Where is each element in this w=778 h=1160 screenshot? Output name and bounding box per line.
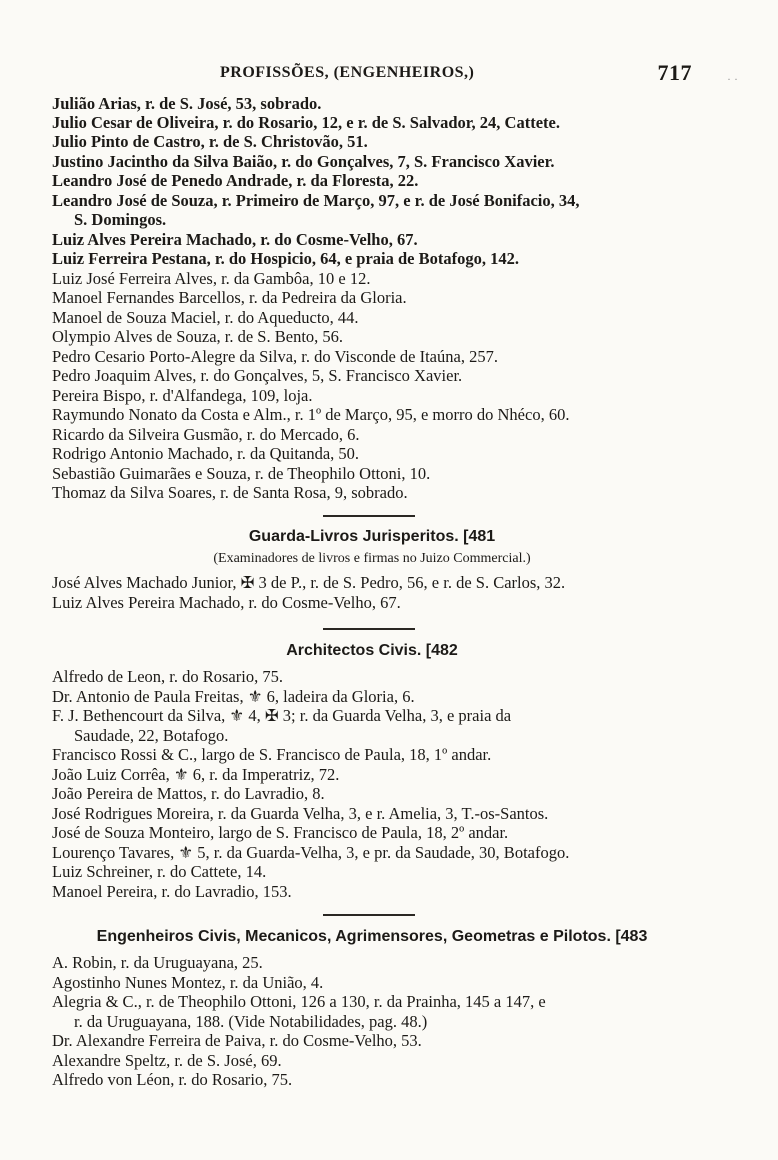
list-item: Luiz Alves Pereira Machado, r. do Cosme-Velho, 67. (52, 593, 401, 612)
list-item-continuation: Saudade, 22, Botafogo. (74, 726, 229, 745)
list-item: José Alves Machado Junior, ✠ 3 de P., r. de S. Pedro, 56, e r. de S. Carlos, 32. (52, 573, 566, 592)
list-item: A. Robin, r. da Uruguayana, 25. (52, 953, 263, 972)
section-divider (323, 515, 415, 517)
list-item: Alexandre Speltz, r. de S. José, 69. (52, 1051, 282, 1070)
list-item: Luiz José Ferreira Alves, r. da Gambôa, 10 e 12. (52, 269, 371, 288)
list-item: Alfredo de Leon, r. do Rosario, 75. (52, 667, 283, 686)
list-item: Luiz Schreiner, r. do Cattete, 14. (52, 862, 267, 881)
list-item: Raymundo Nonato da Costa e Alm., r. 1º de Março, 95, e morro do Nhéco, 60. (52, 405, 570, 424)
section-divider (323, 628, 415, 630)
list-item: José de Souza Monteiro, largo de S. Francisco de Paula, 18, 2º andar. (52, 823, 509, 842)
list-item: Leandro José de Penedo Andrade, r. da Floresta, 22. (52, 171, 419, 190)
section-heading: Engenheiros Civis, Mecanicos, Agrimensores, Geometras e Pilotos. [483 (96, 928, 648, 945)
list-item-continuation: r. da Uruguayana, 188. (Vide Notabilidades, pag. 48.) (74, 1012, 428, 1031)
list-item: Sebastião Guimarães e Souza, r. de Theophilo Ottoni, 10. (52, 464, 431, 483)
list-item: Manoel de Souza Maciel, r. do Aqueducto, 44. (52, 308, 359, 327)
list-item: Francisco Rossi & C., largo de S. Francisco de Paula, 18, 1º andar. (52, 745, 492, 764)
list-item: F. J. Bethencourt da Silva, ⚜ 4, ✠ 3; r. da Guarda Velha, 3, e praia da (52, 706, 512, 725)
page-header (52, 62, 692, 90)
list-item: Manoel Fernandes Barcellos, r. da Pedreira da Gloria. (52, 288, 407, 307)
list-item: Luiz Ferreira Pestana, r. do Hospicio, 64, e praia de Botafogo, 142. (52, 249, 520, 268)
page-number: 717 (657, 60, 692, 85)
list-item: Leandro José de Souza, r. Primeiro de Março, 97, e r. de José Bonifacio, 34, (52, 191, 580, 210)
list-item-continuation: S. Domingos. (74, 210, 167, 229)
list-item: Pereira Bispo, r. d'Alfandega, 109, loja. (52, 386, 313, 405)
list-item: Pedro Cesario Porto-Alegre da Silva, r. do Visconde de Itaúna, 257. (52, 347, 498, 366)
list-item: João Luiz Corrêa, ⚜ 6, r. da Imperatriz, 72. (52, 765, 340, 784)
list-item: Justino Jacintho da Silva Baião, r. do Gonçalves, 7, S. Francisco Xavier. (52, 152, 555, 171)
list-item: Thomaz da Silva Soares, r. de Santa Rosa, 9, sobrado. (52, 483, 408, 502)
list-item: Manoel Pereira, r. do Lavradio, 153. (52, 882, 292, 901)
running-title: PROFISSÕES, (ENGENHEIROS,) (220, 64, 475, 81)
list-item: Alegria & C., r. de Theophilo Ottoni, 126 a 130, r. da Prainha, 145 a 147, e (52, 992, 546, 1011)
list-item: Pedro Joaquim Alves, r. do Gonçalves, 5, S. Francisco Xavier. (52, 366, 463, 385)
section-subheading: (Examinadores de livros e firmas no Juizo Commercial.) (213, 551, 531, 566)
list-item: Lourenço Tavares, ⚜ 5, r. da Guarda-Velha, 3, e pr. da Saudade, 30, Botafogo. (52, 843, 570, 862)
list-item: Alfredo von Léon, r. do Rosario, 75. (52, 1070, 293, 1089)
list-item: Dr. Alexandre Ferreira de Paiva, r. do Cosme-Velho, 53. (52, 1031, 422, 1050)
margin-mark: · · (727, 72, 738, 86)
list-item: Dr. Antonio de Paula Freitas, ⚜ 6, ladeira da Gloria, 6. (52, 687, 415, 706)
section-heading: Guarda-Livros Jurisperitos. [481 (248, 528, 496, 545)
section-divider (323, 914, 415, 916)
list-item: João Pereira de Mattos, r. do Lavradio, 8. (52, 784, 325, 803)
list-item: José Rodrigues Moreira, r. da Guarda Velha, 3, e r. Amelia, 3, T.-os-Santos. (52, 804, 549, 823)
list-item: Luiz Alves Pereira Machado, r. do Cosme-Velho, 67. (52, 230, 418, 249)
list-item: Julio Cesar de Oliveira, r. do Rosario, 12, e r. de S. Salvador, 24, Cattete. (52, 113, 560, 132)
list-item: Agostinho Nunes Montez, r. da União, 4. (52, 973, 324, 992)
list-item: Olympio Alves de Souza, r. de S. Bento, 56. (52, 327, 344, 346)
list-item: Julião Arias, r. de S. José, 53, sobrado. (52, 94, 322, 113)
section-heading: Architectos Civis. [482 (286, 642, 458, 659)
list-item: Ricardo da Silveira Gusmão, r. do Mercado, 6. (52, 425, 360, 444)
list-item: Julio Pinto de Castro, r. de S. Christovão, 51. (52, 132, 368, 151)
list-item: Rodrigo Antonio Machado, r. da Quitanda, 50. (52, 444, 360, 463)
